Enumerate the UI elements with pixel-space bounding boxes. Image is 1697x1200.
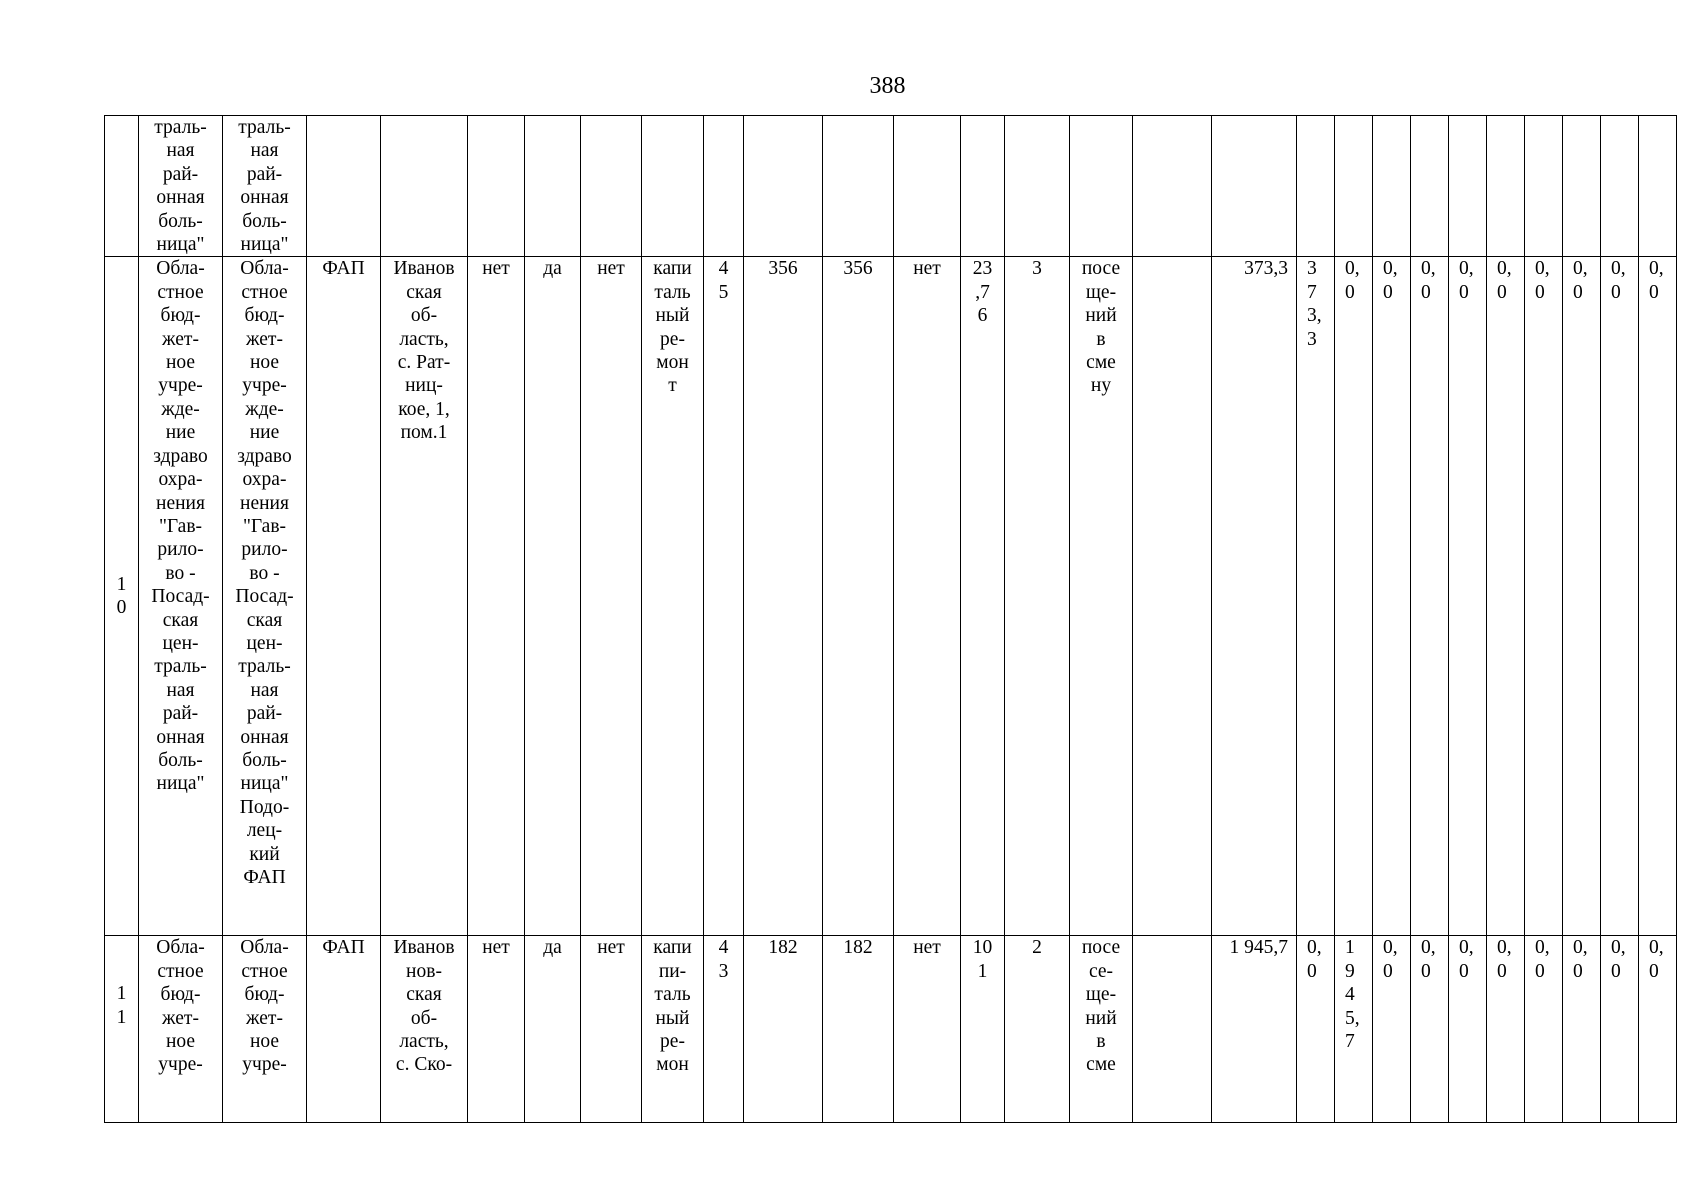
year-value <box>1487 116 1525 257</box>
total-cost: 373,3 <box>1212 257 1297 936</box>
flag-cell: нет <box>894 257 961 936</box>
facility-name: траль- ная рай- онная боль- ница" <box>223 116 307 257</box>
value-cell <box>823 116 894 257</box>
year-value: 0, 0 <box>1487 257 1525 936</box>
year-value: 0, 0 <box>1449 257 1487 936</box>
table-row <box>105 936 1677 1123</box>
address: Иванов ская об- ласть, с. Рат- ниц- кое, 1, пом.1 <box>381 257 468 936</box>
institution-name: траль- ная рай- онная боль- ница" <box>139 116 223 257</box>
empty-cell <box>1133 116 1212 257</box>
facility-name: Обла- стное бюд- жет- ное учре- жде- ние здраво охра- нения "Гав- рило- во - Посад- ская цен- траль- ная рай- онная боль- ница" Подо- лец- кий ФАП <box>223 257 307 936</box>
value-cell: 2 <box>1005 936 1070 1123</box>
row-number: 1 0 <box>105 257 139 936</box>
year-value <box>1373 116 1411 257</box>
value-cell: 182 <box>823 936 894 1123</box>
year-value: 3 7 3, 3 <box>1297 257 1335 936</box>
flag-cell: нет <box>468 936 525 1123</box>
year-value: 0, 0 <box>1563 257 1601 936</box>
table-row <box>105 116 1677 257</box>
year-value: 1 9 4 5, 7 <box>1335 936 1373 1123</box>
year-value <box>1449 116 1487 257</box>
address: Иванов нов- ская об- ласть, с. Ско- <box>381 936 468 1123</box>
work-type: капи пи- таль ный ре- мон <box>642 936 704 1123</box>
work-type: капи таль ный ре- мон т <box>642 257 704 936</box>
year-value <box>1601 116 1639 257</box>
facility-type: ФАП <box>307 257 381 936</box>
flag-cell: нет <box>894 936 961 1123</box>
year-value <box>1335 116 1373 257</box>
year-value: 0, 0 <box>1601 257 1639 936</box>
year-value: 0, 0 <box>1563 936 1601 1123</box>
year-value: 0, 0 <box>1335 257 1373 936</box>
value-cell: 4 5 <box>704 257 744 936</box>
row-number: 1 1 <box>105 936 139 1123</box>
year-value <box>1563 116 1601 257</box>
flag-cell: нет <box>581 257 642 936</box>
total-cost <box>1212 116 1297 257</box>
empty-cell <box>1133 257 1212 936</box>
flag-cell: да <box>525 936 581 1123</box>
year-value: 0, 0 <box>1373 936 1411 1123</box>
flag-cell: нет <box>468 257 525 936</box>
year-value: 0, 0 <box>1639 257 1677 936</box>
row-number <box>105 116 139 257</box>
capacity-unit <box>1070 116 1133 257</box>
registry-table <box>104 115 1677 1123</box>
work-type <box>642 116 704 257</box>
flag-cell <box>525 116 581 257</box>
year-value: 0, 0 <box>1411 257 1449 936</box>
year-value: 0, 0 <box>1487 936 1525 1123</box>
year-value: 0, 0 <box>1373 257 1411 936</box>
flag-cell <box>581 116 642 257</box>
flag-cell: да <box>525 257 581 936</box>
value-cell: 3 <box>1005 257 1070 936</box>
value-cell <box>961 116 1005 257</box>
year-value: 0, 0 <box>1525 936 1563 1123</box>
table-row <box>105 257 1677 936</box>
page-number: 388 <box>869 73 906 99</box>
year-value: 0, 0 <box>1297 936 1335 1123</box>
facility-type: ФАП <box>307 936 381 1123</box>
value-cell: 182 <box>744 936 823 1123</box>
value-cell: 10 1 <box>961 936 1005 1123</box>
address <box>381 116 468 257</box>
year-value: 0, 0 <box>1411 936 1449 1123</box>
flag-cell: нет <box>581 936 642 1123</box>
year-value: 0, 0 <box>1449 936 1487 1123</box>
value-cell: 356 <box>744 257 823 936</box>
value-cell <box>1005 116 1070 257</box>
year-value <box>1297 116 1335 257</box>
value-cell <box>744 116 823 257</box>
year-value: 0, 0 <box>1525 257 1563 936</box>
institution-name: Обла- стное бюд- жет- ное учре- <box>139 936 223 1123</box>
total-cost: 1 945,7 <box>1212 936 1297 1123</box>
year-value <box>1411 116 1449 257</box>
year-value <box>1639 116 1677 257</box>
year-value: 0, 0 <box>1639 936 1677 1123</box>
year-value: 0, 0 <box>1601 936 1639 1123</box>
facility-type <box>307 116 381 257</box>
value-cell: 23 ,7 6 <box>961 257 1005 936</box>
capacity-unit: посе ще- ний в сме ну <box>1070 257 1133 936</box>
value-cell: 4 3 <box>704 936 744 1123</box>
value-cell <box>704 116 744 257</box>
flag-cell <box>894 116 961 257</box>
capacity-unit: посе се- ще- ний в сме <box>1070 936 1133 1123</box>
institution-name: Обла- стное бюд- жет- ное учре- жде- ние здраво охра- нения "Гав- рило- во - Посад- ская цен- траль- ная рай- онная боль- ница" <box>139 257 223 936</box>
year-value <box>1525 116 1563 257</box>
empty-cell <box>1133 936 1212 1123</box>
facility-name: Обла- стное бюд- жет- ное учре- <box>223 936 307 1123</box>
value-cell: 356 <box>823 257 894 936</box>
flag-cell <box>468 116 525 257</box>
